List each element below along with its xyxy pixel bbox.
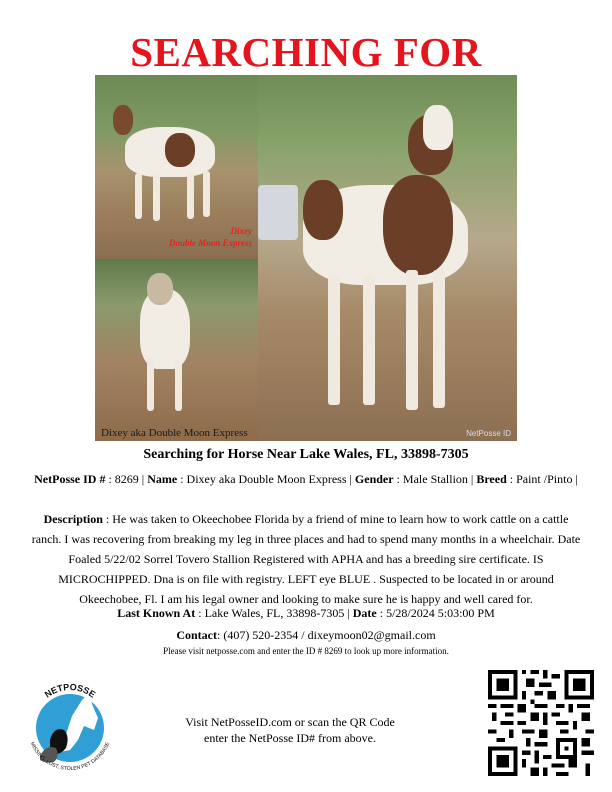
name-label: Name [147, 472, 178, 486]
visit-note: Please visit netposse.com and enter the ID # 8269 to look up more information. [163, 646, 449, 656]
breed-label: Breed [476, 472, 507, 486]
footer-instructions [160, 714, 420, 746]
gender-value: : Male Stallion | [393, 472, 477, 486]
gender-label: Gender [354, 472, 394, 486]
photo-caption-name: Dixey [230, 226, 252, 236]
id-value: : 8269 | [105, 472, 148, 486]
contact-value: : (407) 520-2354 / dixeymoon02@gmail.com [216, 628, 436, 642]
footer-line-2: enter the NetPosse ID# from above. [204, 731, 376, 745]
logo-bottom-text: MISSING, LOST, STOLEN PET DATABASE [28, 741, 112, 773]
id-label: NetPosse ID # [34, 472, 106, 486]
photo-bottom-caption: Dixey aka Double Moon Express [101, 427, 248, 439]
horse-photo-main [258, 75, 517, 441]
horse-photo-side-view [95, 75, 258, 259]
contact-label: Contact [176, 628, 217, 642]
photo-watermark: NetPosse ID [466, 429, 511, 438]
last-known-line [0, 606, 612, 621]
netposse-logo-icon [20, 670, 120, 778]
horse-photo-collage [95, 75, 517, 441]
description-text: : He was taken to Okeechobee Florida by a friend of mine to learn how to work cattle on a cattle ranch. I was recovering from breaking my leg in three places and had to spend many months in a wheelchair. Date Foaled 5/22/02 Sorrel Tovero Stallion Registered with APHA and has a breeding sire certificate. IS MICROCHIPPED. Dna is on file with registry. LEFT eye BLUE . Suspected to be located in or around Okeechobee, Fl. I am his legal owner and looking to make sure he is happy and well cared for. [31, 512, 581, 606]
pet-details-line [18, 471, 594, 487]
description [28, 509, 584, 609]
page-title: Searching for Horse Near Lake Wales, FL, 33898-7305 [143, 447, 469, 462]
last-known-value: : Lake Wales, FL, 33898-7305 | [195, 606, 353, 620]
qr-code-icon[interactable] [488, 670, 594, 776]
date-value: : 5/28/2024 5:03:00 PM [376, 606, 495, 620]
contact-line [0, 628, 612, 643]
photo-caption-alias: Double Moon Express [168, 238, 252, 248]
logo-top-text: NETPOSSE [42, 681, 98, 700]
horse-photo-front-view [95, 259, 258, 441]
footer-line-1: Visit NetPosseID.com or scan the QR Code [185, 715, 395, 729]
last-known-label: Last Known At [117, 606, 196, 620]
headline: SEARCHING FOR [130, 29, 482, 75]
date-label: Date [352, 606, 377, 620]
description-label: Description [43, 512, 103, 526]
name-value: : Dixey aka Double Moon Express | [177, 472, 355, 486]
breed-value: : Paint /Pinto | [506, 472, 578, 486]
